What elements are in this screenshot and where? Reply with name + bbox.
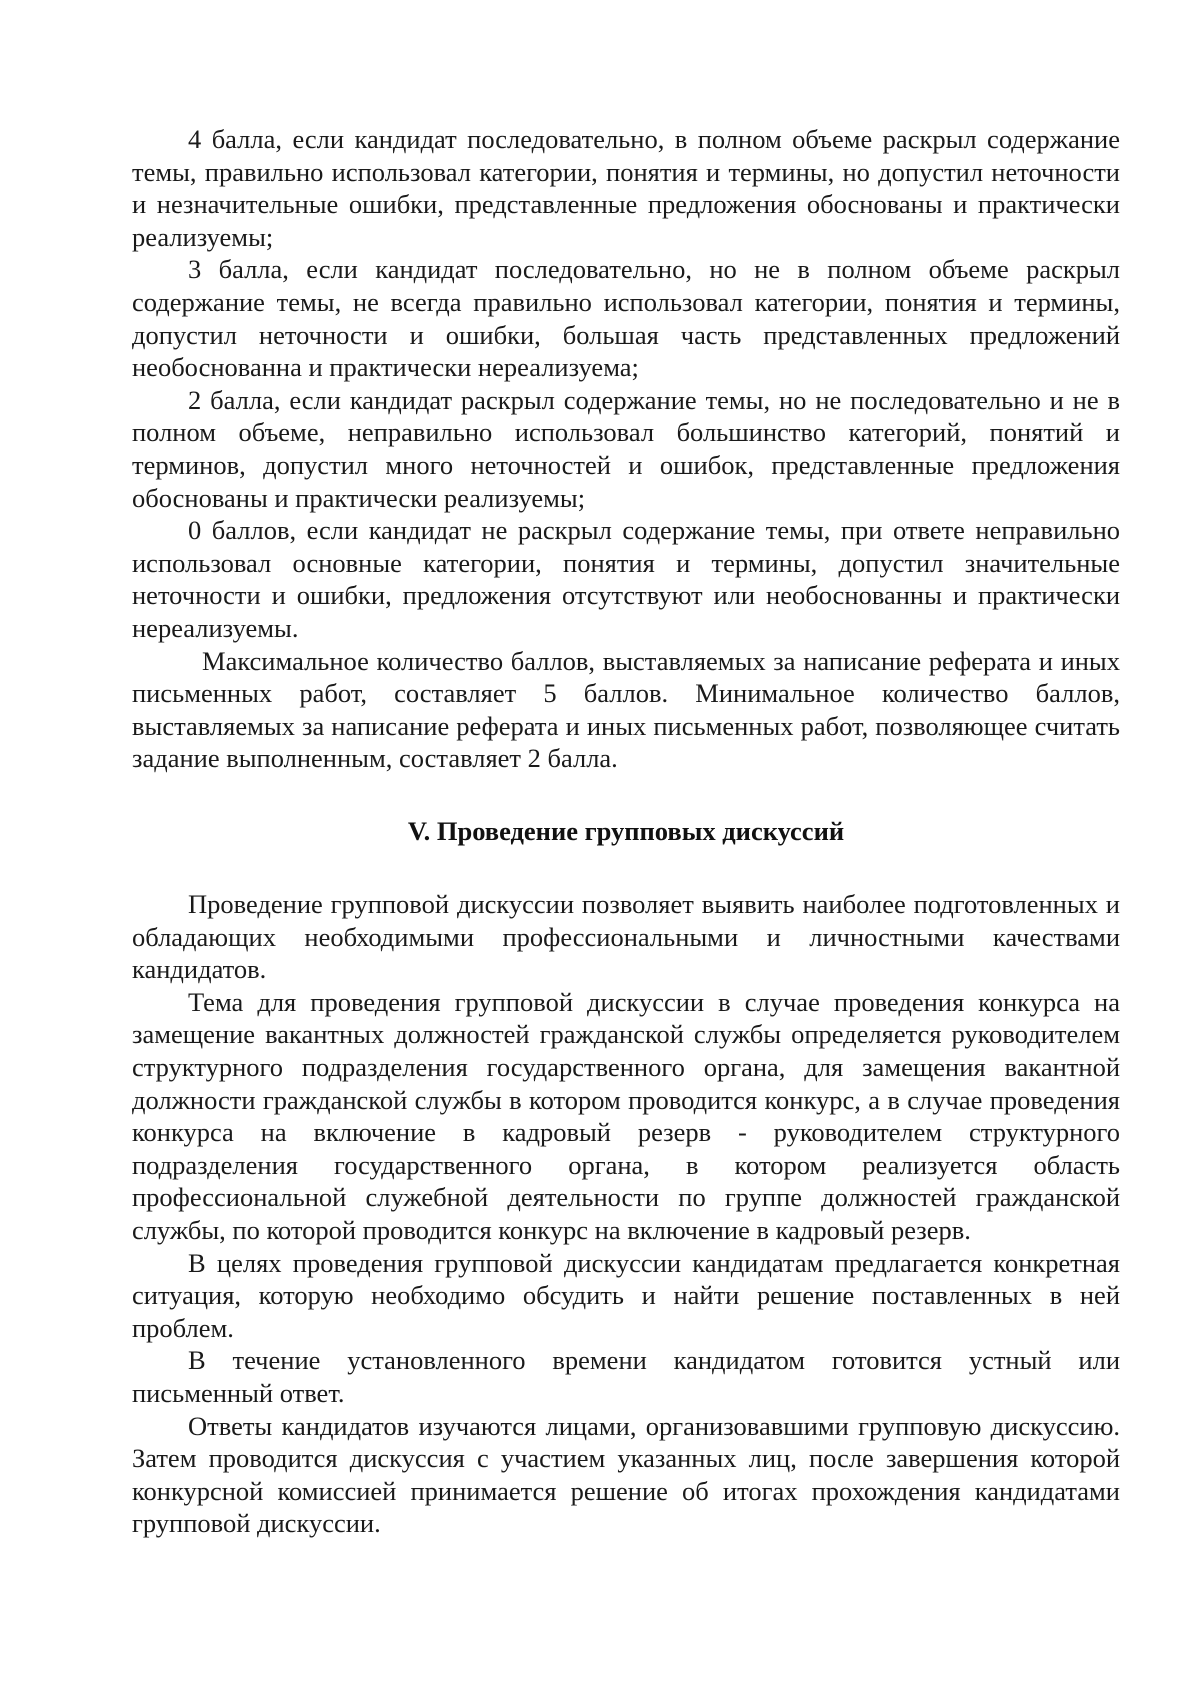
paragraph-3-points: 3 балла, если кандидат последовательно, но не в полном объеме раскрыл содержание темы, не всегда правильно использовал категории, понятия и термины, допустил неточности и ошибки, большая часть представленных предложений необоснованна и практически нереализуема; <box>132 254 1120 383</box>
grading-criteria-block <box>132 123 1120 775</box>
paragraph-2-points: 2 балла, если кандидат раскрыл содержание темы, но не последовательно и не в полном объеме, неправильно использовал большинство категорий, понятий и терминов, допустил много неточностей и ошибок, представленные предложения обоснованы и практически реализуемы; <box>132 384 1120 513</box>
paragraph-discussion-answer: В течение установленного времени кандидатом готовится устный или письменный ответ. <box>132 1345 1120 1408</box>
paragraph-4-points: 4 балла, если кандидат последовательно, в полном объеме раскрыл содержание темы, правильно использовал категории, понятия и термины, но допустил неточности и незначительные ошибки, представленные предложения обоснованы и практически реализуемы; <box>132 124 1120 252</box>
paragraph-discussion-results: Ответы кандидатов изучаются лицами, организовавшими групповую дискуссию. Затем проводится дискуссия с участием указанных лиц, после завершения которой конкурсной комиссией принимается решение об итогах прохождения кандидатами групповой дискуссии. <box>132 1410 1120 1539</box>
group-discussion-section-body <box>132 888 1120 1540</box>
paragraph-discussion-purpose: Проведение групповой дискуссии позволяет выявить наиболее подготовленных и обладающих необходимыми профессиональными и личностными качествами кандидатов. <box>132 889 1120 985</box>
section-heading: V. Проведение групповых дискуссий <box>407 816 845 846</box>
paragraph-discussion-situation: В целях проведения групповой дискуссии кандидатам предлагается конкретная ситуация, которую необходимо обсудить и найти решение поставленных в ней проблем. <box>132 1247 1120 1343</box>
paragraph-max-min-points: Максимальное количество баллов, выставляемых за написание реферата и иных письменных работ, составляет 5 баллов. Минимальное количество баллов, выставляемых за написание реферата и иных письменных работ, позволяющее считать задание выполненным, составляет 2 балла. <box>132 645 1120 774</box>
paragraph-0-points: 0 баллов, если кандидат не раскрыл содержание темы, при ответе неправильно использовал основные категории, понятия и термины, допустил значительные неточности и ошибки, предложения отсутствуют или необоснованны и практически нереализуемы. <box>132 515 1120 643</box>
paragraph-discussion-topic: Тема для проведения групповой дискуссии в случае проведения конкурса на замещение вакантных должностей гражданской службы определяется руководителем структурного подразделения государственного органа, для замещения вакантной должности гражданской службы в котором проводится конкурс, а в случае проведения конкурса на включение в кадровый резерв - руководителем структурного подразделения государственного органа, в котором реализуется область профессиональной служебной деятельности по группе должностей гражданской службы, по которой проводится конкурс на включение в кадровый резерв. <box>132 986 1120 1245</box>
